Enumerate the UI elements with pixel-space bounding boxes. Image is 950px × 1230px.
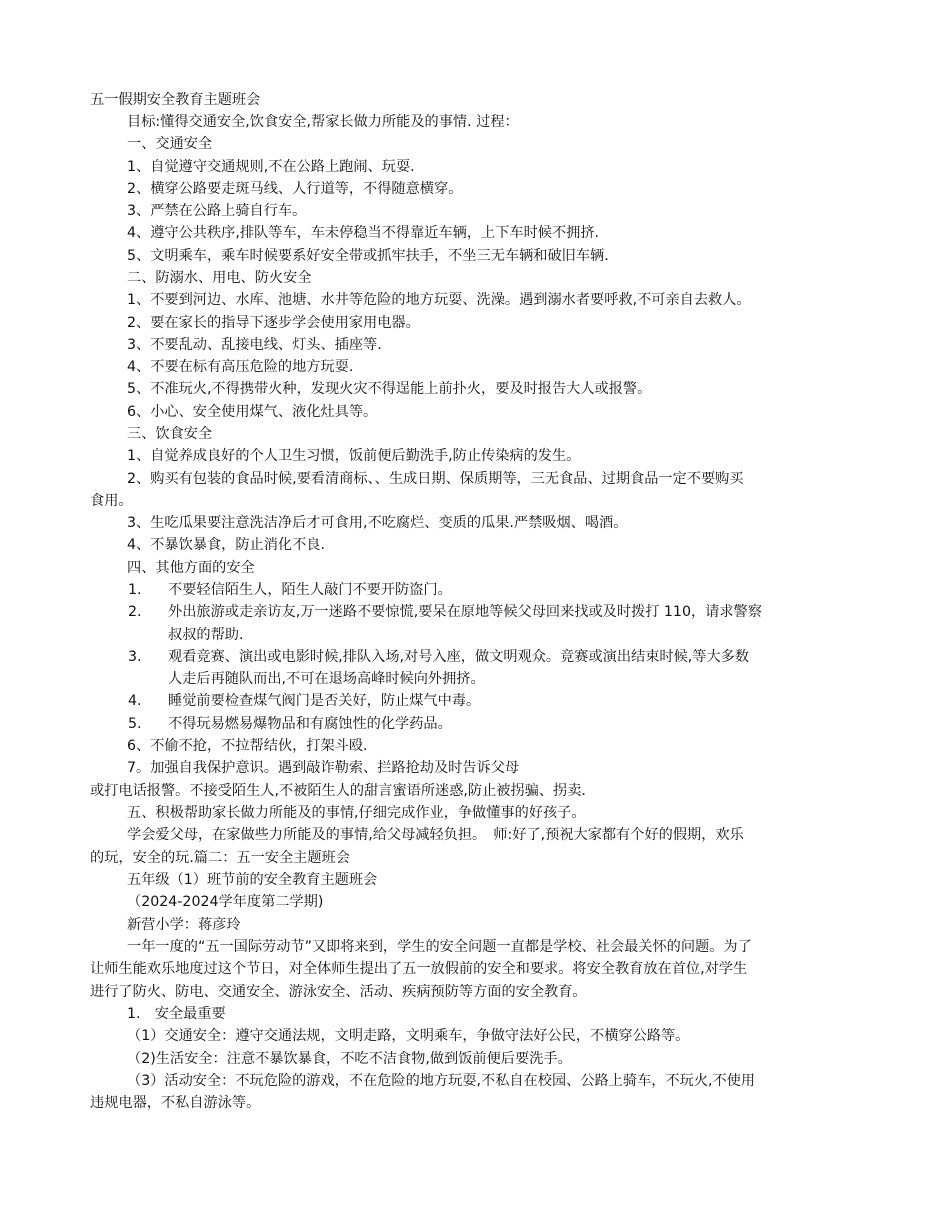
author-line: 新营小学：蒋彦玲: [127, 917, 241, 933]
list-item: 2、要在家长的指导下逐步学会使用家用电器。: [127, 315, 420, 331]
list-item: 睡觉前要检查煤气阀门是否关好，防止煤气中毒。: [168, 693, 481, 709]
list-item: （3）活动安全：不玩危险的游戏，不在危险的地方玩耍,不私自在校园、公路上骑车，不玩火,不使用: [127, 1073, 756, 1089]
document-title: 五一假期安全教育主题班会: [90, 92, 261, 108]
list-item: （2)生活安全：注意不暴饮暴食，不吃不洁食物,做到饭前便后要洗手。: [127, 1051, 572, 1067]
list-item: 7。加强自我保护意识。遇到敲诈勒索、拦路抢劫及时告诉父母: [127, 760, 520, 776]
list-number: 5.: [128, 716, 142, 732]
list-item: 1、不要到河边、水库、池塘、水井等危险的地方玩耍、洗澡。遇到溺水者要呼救,不可亲自去救人。: [127, 292, 751, 308]
list-item: 外出旅游或走亲访友,万一迷路不要惊慌,要呆在原地等候父母回来找或及时拨打 110，请求警察: [168, 604, 762, 620]
paragraph-goal: 目标:懂得交通安全,饮食安全,帮家长做力所能及的事情. 过程：: [127, 114, 519, 130]
list-item: 3、严禁在公路上骑自行车。: [127, 203, 307, 219]
list-item: 4、不暴饮暴食，防止消化不良.: [127, 537, 325, 553]
section-heading-safety-first: 1. 安全最重要: [127, 1006, 226, 1022]
subtitle-class: 五年级（1）班节前的安全教育主题班会: [127, 872, 378, 888]
list-number: 1.: [128, 582, 142, 598]
list-item: 5、文明乘车，乘车时候要系好安全带或抓牢扶手，不坐三无车辆和破旧车辆.: [127, 248, 609, 264]
list-item: 1、自觉养成良好的个人卫生习惯，饭前便后勤洗手,防止传染病的发生。: [127, 448, 581, 464]
list-item: 4、遵守公共秩序,排队等车，车未停稳当不得靠近车辆，上下车时候不拥挤.: [127, 225, 600, 241]
list-number: 3.: [128, 649, 142, 665]
paragraph-continuation: 进行了防火、防电、交通安全、游泳安全、活动、疾病预防等方面的安全教育。: [90, 984, 587, 1000]
list-item: 不得玩易燃易爆物品和有腐蚀性的化学药品。: [168, 716, 452, 732]
list-item: 6、小心、安全使用煤气、液化灶具等。: [127, 404, 378, 420]
list-item-continuation: 或打电话报警。不接受陌生人,不被陌生人的甜言蜜语所迷惑,防止被拐骗、拐卖.: [90, 783, 586, 799]
list-item: 3、生吃瓜果要注意洗洁净后才可食用,不吃腐烂、变质的瓜果.严禁吸烟、喝酒。: [127, 515, 628, 531]
list-item: 5、不准玩火,不得携带火种，发现火灾不得逞能上前扑火，要及时报告大人或报警。: [127, 381, 652, 397]
paragraph: 一年一度的“五一国际劳动节”又即将来到，学生的安全问题一直都是学校、社会最关怀的问题。为了: [127, 939, 752, 955]
section-heading-other: 四、其他方面的安全: [127, 560, 255, 576]
list-item-continuation: 食用。: [90, 493, 133, 509]
section-heading-water-electric-fire: 二、防溺水、用电、防火安全: [127, 270, 312, 286]
subtitle-term: （2024-2024学年度第二学期): [127, 894, 324, 910]
list-number: 2.: [128, 604, 142, 620]
list-item: 3、不要乱动、乱接电线、灯头、插座等.: [127, 337, 382, 353]
list-number: 4.: [128, 693, 142, 709]
list-item: 不要轻信陌生人，陌生人敲门不要开防盗门。: [168, 582, 452, 598]
paragraph: 学会爱父母，在家做些力所能及的事情,给父母减轻负担。 师:好了,预祝大家都有个好的假期，欢乐: [127, 827, 744, 843]
list-item-continuation: 违规电器，不私自游泳等。: [90, 1095, 261, 1111]
list-item: 1、自觉遵守交通规则,不在公路上跑闹、玩耍.: [127, 159, 415, 175]
list-item: 观看竞赛、演出或电影时候,排队入场,对号入座，做文明观众。竞赛或演出结束时候,等大多数: [168, 649, 750, 665]
paragraph-continuation: 的玩，安全的玩.篇二：五一安全主题班会: [90, 850, 350, 866]
list-item: 2、横穿公路要走斑马线、人行道等，不得随意横穿。: [127, 181, 463, 197]
list-item: 6、不偷不抢，不拉帮结伙，打架斗殴.: [127, 738, 368, 754]
paragraph-continuation: 让师生能欢乐地度过这个节日，对全体师生提出了五一放假前的安全和要求。将安全教育放在首位,对学生: [90, 961, 748, 977]
section-heading-food: 三、饮食安全: [127, 426, 213, 442]
section-heading-help-parents: 五、积极帮助家长做力所能及的事情,仔细完成作业，争做懂事的好孩子。: [127, 805, 586, 821]
list-item: 4、不要在标有高压危险的地方玩耍.: [127, 359, 354, 375]
list-item-continuation: 叔叔的帮助.: [168, 627, 244, 643]
list-item: （1）交通安全：遵守交通法规，文明走路，文明乘车，争做守法好公民，不横穿公路等。: [127, 1028, 690, 1044]
list-item: 2、购买有包装的食品时候,要看清商标、、生成日期、保质期等，三无食品、过期食品一定不要购买: [127, 471, 744, 487]
section-heading-traffic: 一、交通安全: [127, 136, 213, 152]
list-item-continuation: 人走后再随队而出,不可在退场高峰时候向外拥挤。: [168, 671, 485, 687]
